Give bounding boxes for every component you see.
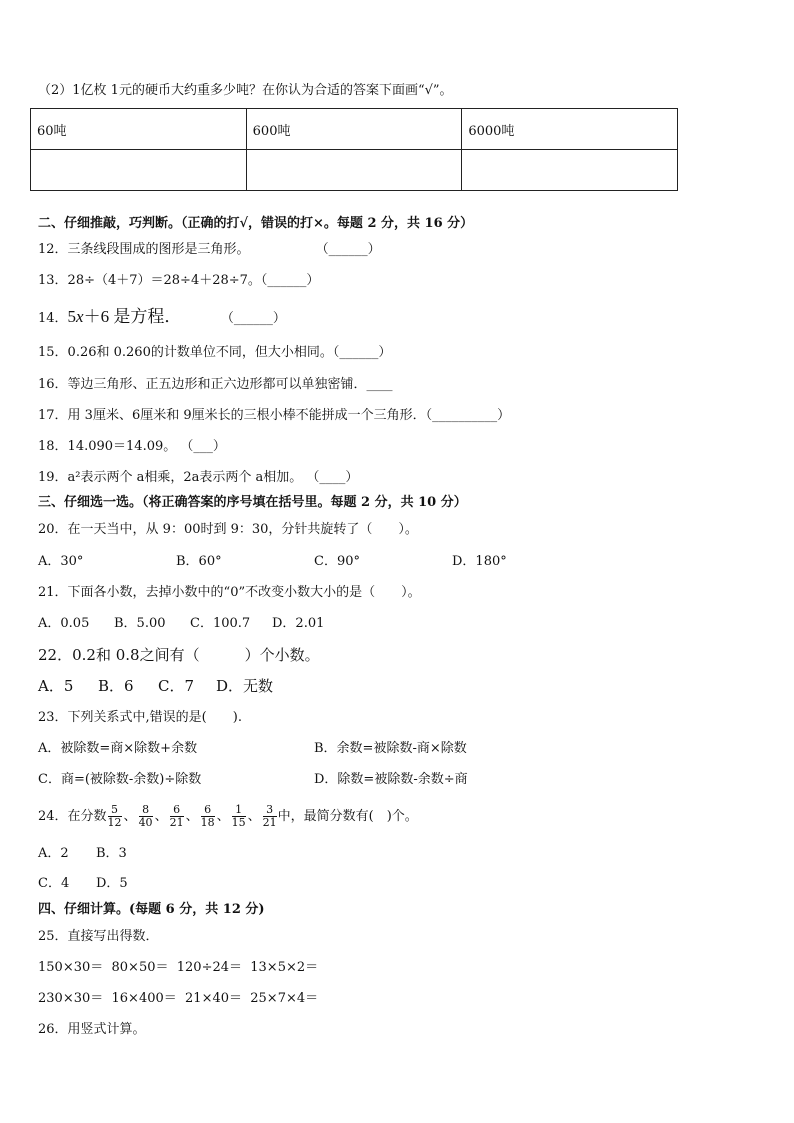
option-a: A．5 — [38, 677, 74, 695]
question-20-options — [38, 553, 507, 571]
option-b: B．60° — [176, 554, 222, 569]
question-14 — [38, 308, 286, 328]
option-b: B．3 — [96, 846, 127, 861]
option-a: A．30° — [38, 554, 84, 569]
question-12: 12．三条线段围成的图形是三角形。 （______） — [38, 242, 381, 257]
question-25-row-1: 150×30＝ 80×50＝ 120÷24＝ 13×5×2＝ — [38, 960, 319, 975]
question-21-options — [38, 615, 324, 633]
option-c: C．90° — [314, 554, 360, 569]
answer-cell[interactable] — [462, 150, 678, 191]
fraction: $\frac{5}{12}$ — [107, 803, 122, 829]
option-b: B．余数=被除数-商×除数 — [314, 741, 467, 756]
question-23: 23．下列关系式中,错误的是( ). — [38, 710, 242, 725]
question-13: 13．28÷（4＋7）＝28÷4＋28÷7。（______） — [38, 273, 320, 288]
section-3-heading: 三、仔细选一选。（将正确答案的序号填在括号里。每题 2 分，共 10 分） — [38, 495, 467, 510]
option-b: B．6 — [98, 677, 134, 695]
question-22-options — [38, 677, 273, 695]
option-c: C．100.7 — [190, 616, 251, 631]
option-c: C．4 — [38, 876, 70, 891]
option-d: D．5 — [96, 876, 128, 891]
question-23-options-row-2 — [38, 771, 468, 789]
question-19: 19．a²表示两个 a相乘，2a表示两个 a相加。 （____） — [38, 470, 359, 485]
question-23-options-row-1 — [38, 740, 467, 758]
question-11-part-2: （2）1亿枚 1元的硬币大约重多少吨？在你认为合适的答案下面画“√”。 — [38, 83, 453, 98]
option-b: B．5.00 — [114, 616, 166, 631]
question-24-suffix: 中，最简分数有( )个。 — [277, 809, 418, 824]
question-24-prefix: 24．在分数 — [38, 809, 107, 824]
question-22: 22．0.2和 0.8之间有（ ）个小数。 — [38, 646, 320, 664]
question-25-row-2: 230×30＝ 16×400＝ 21×40＝ 25×7×4＝ — [38, 991, 319, 1006]
option-cell: 600吨 — [246, 109, 462, 150]
section-4-heading: 四、仔细计算。(每题 6 分，共 12 分) — [38, 902, 265, 917]
section-2-heading: 二、仔细推敲，巧判断。（正确的打√，错误的打×。每题 2 分，共 16 分） — [38, 216, 474, 231]
question-26: 26．用竖式计算。 — [38, 1022, 146, 1037]
answer-table — [30, 108, 678, 191]
question-15: 15．0.26和 0.260的计数单位不同，但大小相同。（______） — [38, 345, 392, 360]
question-16: 16．等边三角形、正五边形和正六边形都可以单独密铺．____ — [38, 377, 393, 392]
option-d: D．180° — [452, 554, 507, 569]
fraction: $\frac{6}{18}$ — [200, 803, 215, 829]
question-20: 20．在一天当中，从 9：00时到 9：30，分针共旋转了（ ）。 — [38, 522, 418, 537]
option-cell: 60吨 — [31, 109, 247, 150]
option-d: D．2.01 — [272, 616, 325, 631]
question-24: 24．在分数 $\frac{5}{12}$ 、 $\frac{8}{40}$ 、 $\frac{6}{21}$ 、 $\frac{6}{18}$ 、 $\frac{1}{15}$ 、 $\frac{3}{21}$ 中，最简分数有( )个。 — [38, 803, 418, 829]
fraction: $\frac{3}{21}$ — [262, 803, 277, 829]
question-14-number: 14． — [38, 311, 68, 326]
option-a: A．0.05 — [38, 616, 90, 631]
answer-cell[interactable] — [246, 150, 462, 191]
fraction: $\frac{6}{21}$ — [169, 803, 184, 829]
fraction: $\frac{8}{40}$ — [138, 803, 153, 829]
fraction: $\frac{1}{15}$ — [231, 803, 246, 829]
option-c: C．7 — [158, 677, 195, 695]
question-17: 17．用 3厘米、6厘米和 9厘米长的三根小棒不能拼成一个三角形．（__________） — [38, 408, 511, 423]
equation-expression: 5x＋6 — [67, 307, 110, 326]
option-a: A．被除数=商×除数+余数 — [38, 741, 198, 756]
question-14-tail: 是方程． — [109, 307, 182, 326]
question-24-options-row-1 — [38, 845, 127, 863]
question-21: 21．下面各小数，去掉小数中的“0”不改变小数大小的是（ ）。 — [38, 585, 421, 600]
option-d: D．无数 — [216, 677, 274, 695]
option-a: A．2 — [38, 846, 69, 861]
answer-cell[interactable] — [31, 150, 247, 191]
question-24-options-row-2 — [38, 875, 128, 893]
option-cell: 6000吨 — [462, 109, 678, 150]
answer-blank: （______） — [227, 311, 286, 326]
question-25: 25．直接写出得数． — [38, 929, 159, 944]
option-d: D．除数=被除数-余数÷商 — [314, 772, 468, 787]
option-c: C．商=(被除数-余数)÷除数 — [38, 772, 202, 787]
question-18: 18．14.090＝14.09。 （___） — [38, 439, 226, 454]
